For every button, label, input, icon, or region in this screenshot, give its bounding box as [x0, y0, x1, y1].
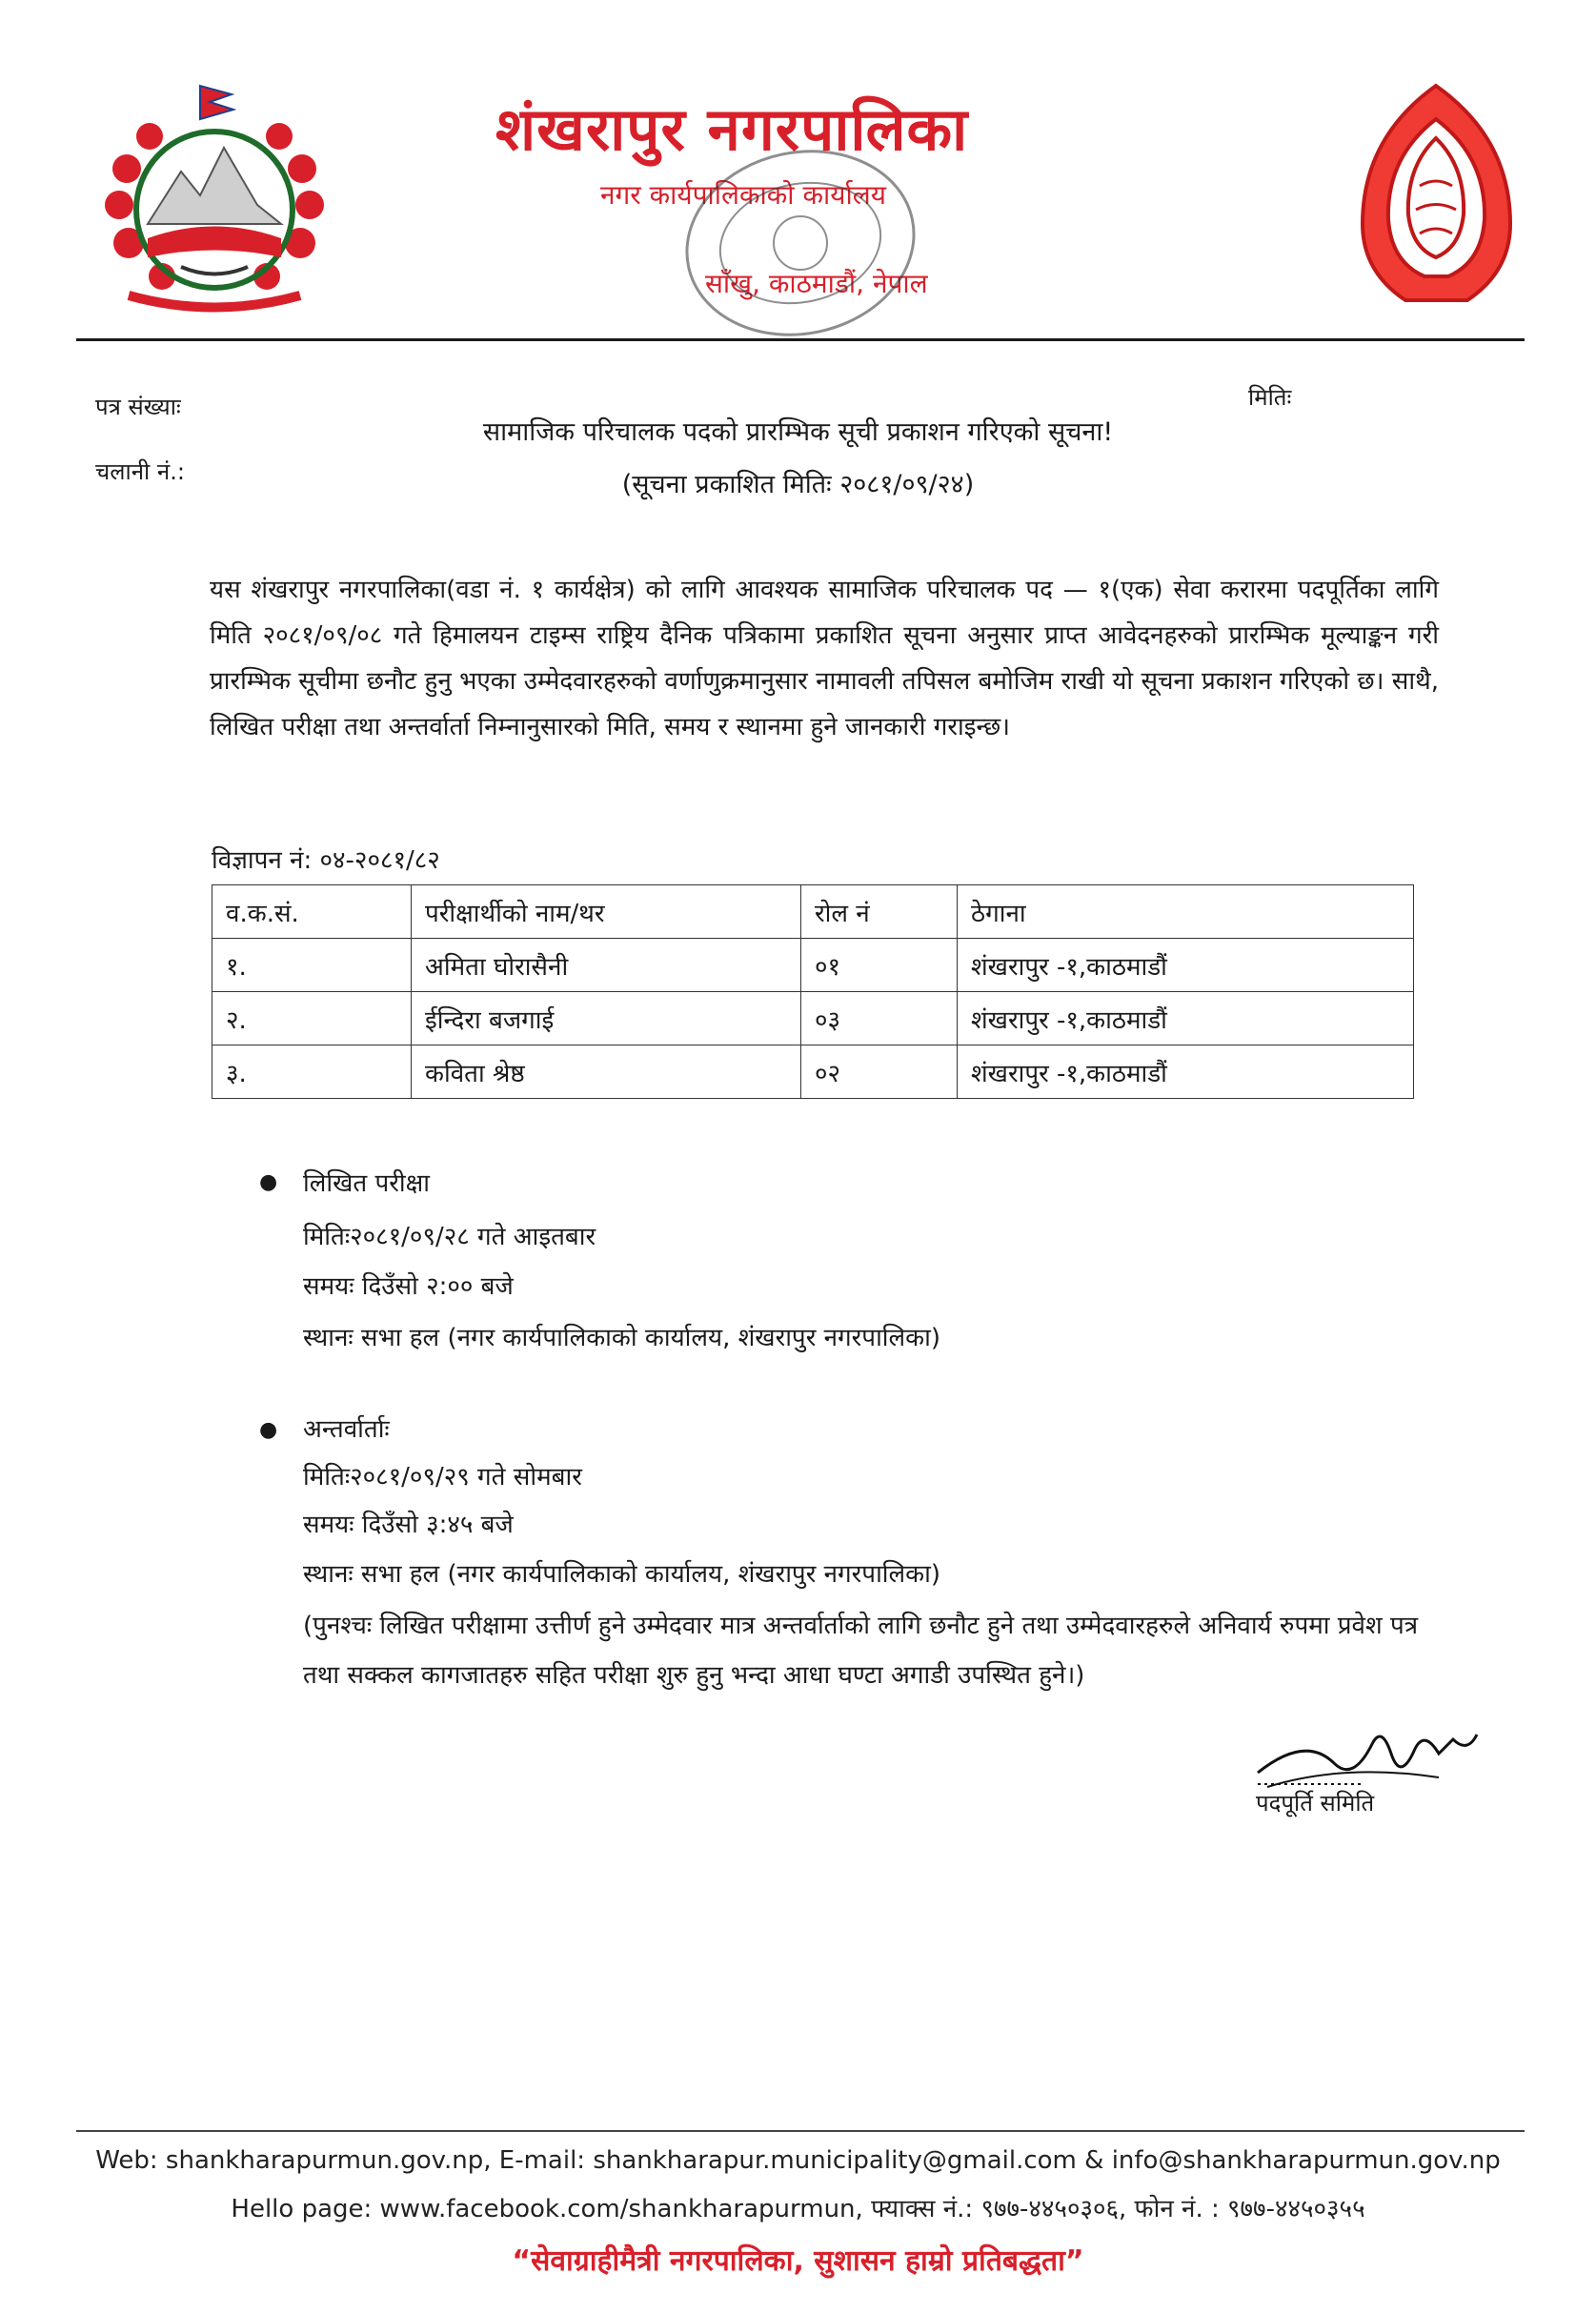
interview-time: समयः दिउँसो ३:४५ बजे	[303, 1511, 514, 1539]
written-exam-heading: लिखित परीक्षा	[303, 1169, 430, 1198]
table-row	[212, 939, 1414, 992]
publish-date: (सूचना प्रकाशित मितिः २०८१/०९/२४)	[621, 470, 975, 499]
letter-no-label: पत्र संख्याः	[95, 394, 181, 420]
footer-divider	[76, 2130, 1525, 2132]
header-divider	[76, 338, 1525, 341]
nepal-emblem	[91, 81, 338, 319]
cell-roll: ०२	[801, 1045, 958, 1099]
notice-paragraph: यस शंखरापुर नगरपालिका(वडा नं. १ कार्यक्षेत्र) को लागि आवश्यक सामाजिक परिचालक पद — १(एक) सेवा करारमा पदपूर्तिका लागि मिति २०८१/०९/०८ गते हिमालयन टाइम्स राष्ट्रिय दैनिक पत्रिकामा प्रकाशित सूचना अनुसार प्राप्त आवेदनहरुको प्रारम्भिक मूल्याङ्कन गरी प्रारम्भिक सूचीमा छनौट हुनु भएका उम्मेदवारहरुको वर्णाणुक्रमानुसार नामावली तपिसल बमोजिम राखी यो सूचना प्रकाशन गरिएको छ। साथै, लिखित परीक्षा तथा अन्तर्वार्ता निम्नानुसारको मिति, समय र स्थानमा हुने जानकारी गराइन्छ।	[210, 576, 1439, 741]
col-serial: व.क.सं.	[212, 885, 412, 939]
col-address: ठेगाना	[958, 885, 1414, 939]
interview-date: मितिः२०८१/०९/२९ गते सोमबार	[303, 1463, 582, 1492]
footer-web-email: Web: shankharapurmun.gov.np, E-mail: shankharapur.municipality@gmail.com & info@shankharapurmun.gov.np	[95, 2146, 1501, 2175]
office-address: साँखु, काठमाडौं, नेपाल	[705, 268, 928, 299]
cell-name: कविता श्रेष्ठ	[412, 1045, 801, 1099]
cell-serial: ३.	[212, 1045, 412, 1099]
cell-address: शंखरापुर -१,काठमाडौं	[958, 939, 1414, 992]
signature-label: पदपूर्ति समिति	[1256, 1790, 1375, 1817]
conch-logo	[1353, 81, 1520, 310]
candidate-table	[212, 884, 1414, 1099]
bullet-icon: ●	[259, 1170, 278, 1194]
municipality-title: शंखरापुर नगरपालिका	[495, 94, 969, 164]
date-label: मितिः	[1248, 384, 1292, 411]
office-name: नगर कार्यपालिकाको कार्यालय	[600, 179, 886, 211]
cell-roll: ०३	[801, 992, 958, 1045]
written-exam-venue: स्थानः सभा हल (नगर कार्यपालिकाको कार्यालय, शंखरापुर नगरपालिका)	[303, 1324, 941, 1352]
table-row	[212, 992, 1414, 1045]
office-stamp	[657, 138, 943, 367]
interview-note: (पुनश्चः लिखित परीक्षामा उत्तीर्ण हुने उम्मेदवार मात्र अन्तर्वार्ताको लागि छनौट हुने तथा उम्मेदवारहरुले अनिवार्य रुपमा प्रवेश पत्र तथा सक्कल कागजातहरु सहित परीक्षा शुरु हुनु भन्दा आधा घण्टा अगाडी उपस्थित हुने।)	[303, 1612, 1419, 1690]
written-exam-time: समयः दिउँसो २:०० बजे	[303, 1272, 514, 1301]
interview-venue: स्थानः सभा हल (नगर कार्यपालिकाको कार्यालय, शंखरापुर नगरपालिका)	[303, 1560, 941, 1589]
written-exam-date: मितिः२०८१/०९/२८ गते आइतबार	[303, 1223, 596, 1251]
cell-address: शंखरापुर -१,काठमाडौं	[958, 992, 1414, 1045]
dispatch-no-label: चलानी नं.:	[95, 458, 185, 485]
col-name: परीक्षार्थीको नाम/थर	[412, 885, 801, 939]
footer-contact: Hello page: www.facebook.com/shankharapurmun, फ्याक्स नं.: ९७७-४४५०३०६, फोन नं. : ९७७-४४५०३५५	[231, 2195, 1365, 2223]
cell-name: ईन्दिरा बजगाई	[412, 992, 801, 1045]
cell-name: अमिता घोरासैनी	[412, 939, 801, 992]
interview-heading: अन्तर्वार्ताः	[303, 1415, 390, 1444]
cell-serial: १.	[212, 939, 412, 992]
table-header-row	[212, 885, 1414, 939]
col-roll: रोल नं	[801, 885, 958, 939]
table-row	[212, 1045, 1414, 1099]
cell-serial: २.	[212, 992, 412, 1045]
advert-number: विज्ञापन नं: ०४-२०८१/८२	[212, 846, 440, 875]
cell-roll: ०१	[801, 939, 958, 992]
bullet-icon: ●	[259, 1418, 278, 1442]
cell-address: शंखरापुर -१,काठमाडौं	[958, 1045, 1414, 1099]
footer-slogan: “सेवाग्राहीमैत्री नगरपालिका, सुशासन हाम्रो प्रतिबद्धता”	[512, 2244, 1084, 2278]
notice-subject: सामाजिक परिचालक पदको प्रारम्भिक सूची प्रकाशन गरिएको सूचना!	[482, 417, 1114, 447]
